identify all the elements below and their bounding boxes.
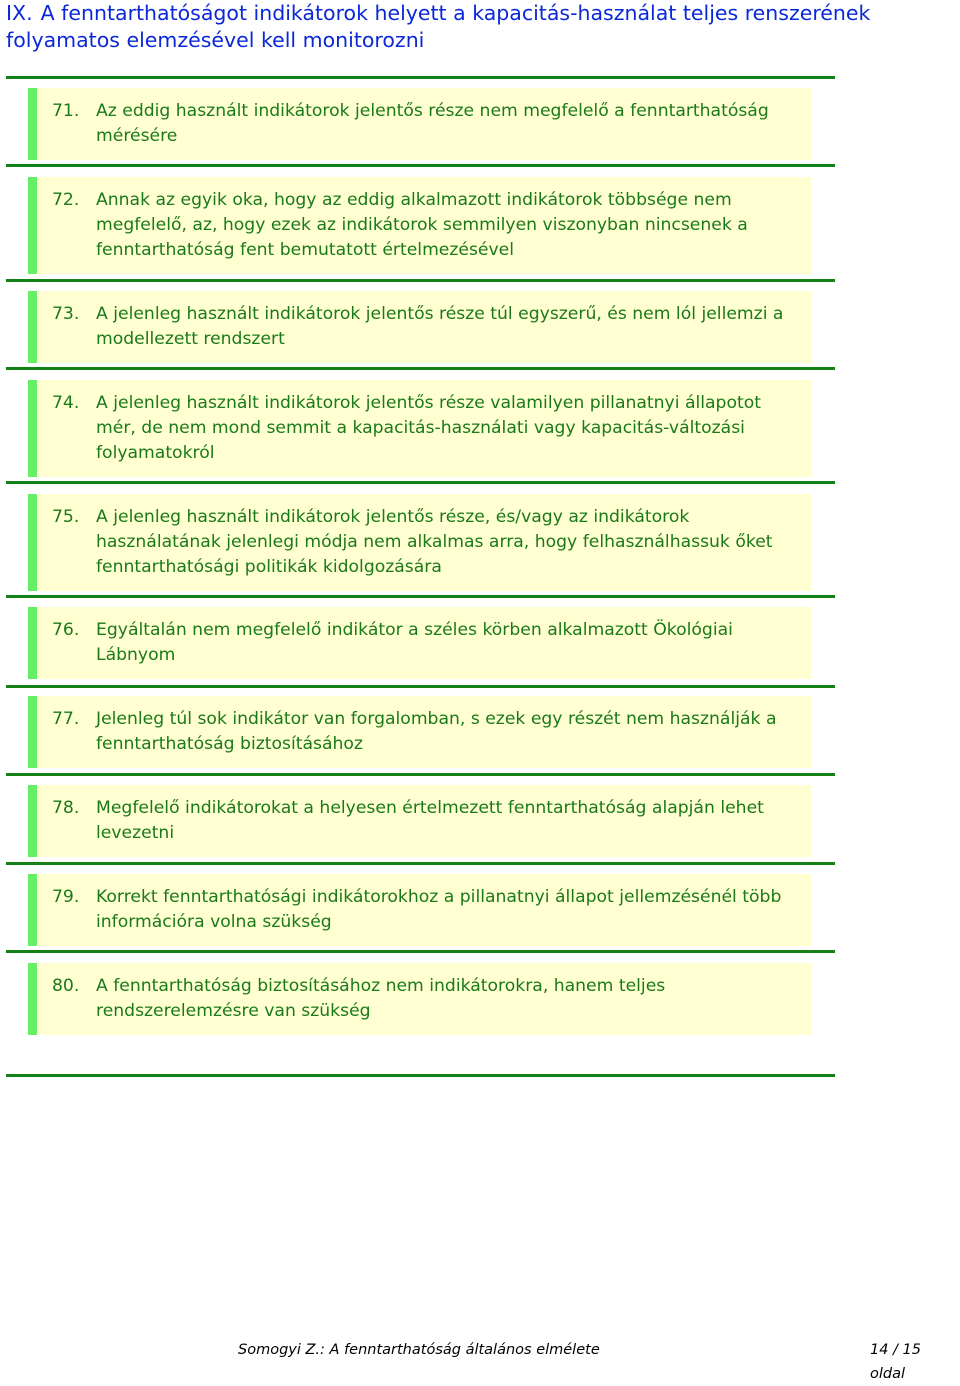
accent-bar (28, 963, 37, 1035)
divider-rule (6, 595, 835, 598)
section-title: A fenntarthatóságot indikátorok helyett a kapacitás-használat teljes renszerének folyamatos elemzésével kell monitorozni (6, 1, 871, 52)
thesis-item (28, 177, 811, 274)
accent-bar (28, 874, 37, 946)
thesis-text: Egyáltalán nem megfelelő indikátor a széles körben alkalmazott Ökológiai Lábnyom (96, 620, 733, 665)
section-heading (6, 0, 946, 54)
thesis-text: A jelenleg használt indikátorok jelentős része valamilyen pillanatnyi állapotot mér, de nem mond semmit a kapacitás-használati vagy kapacitás-változási folyamatokról (96, 393, 761, 463)
thesis-text: A jelenleg használt indikátorok jelentős része, és/vagy az indikátorok használatának jelenlegi módja nem alkalmas arra, hogy felhasználhassuk őket fenntarthatósági politikák kidolgozására (96, 507, 773, 577)
thesis-item (28, 963, 811, 1035)
thesis-number: 80. (52, 976, 80, 996)
thesis-item (28, 696, 811, 768)
thesis-number: 79. (52, 887, 80, 907)
thesis-text: Az eddig használt indikátorok jelentős része nem megfelelő a fenntarthatóság mérésére (96, 101, 769, 146)
accent-bar (28, 696, 37, 768)
thesis-number: 72. (52, 190, 80, 210)
thesis-text: Annak az egyik oka, hogy az eddig alkalmazott indikátorok többsége nem megfelelő, az, hogy ezek az indikátorok semmilyen viszonyban nincsenek a fenntarthatóság fent bemutatott értelmezésével (96, 190, 748, 260)
accent-bar (28, 177, 37, 274)
thesis-text: Jelenleg túl sok indikátor van forgalomban, s ezek egy részét nem használják a fenntarthatóság biztosításához (96, 709, 777, 754)
thesis-item (28, 494, 811, 591)
footer-source: Somogyi Z.: A fenntarthatóság általános elmélete (238, 1342, 600, 1358)
thesis-text: Megfelelő indikátorokat a helyesen értelmezett fenntarthatóság alapján lehet levezetni (96, 798, 764, 843)
thesis-text: Korrekt fenntarthatósági indikátorokhoz a pillanatnyi állapot jellemzésénél több információra volna szükség (96, 887, 782, 932)
divider-rule (6, 862, 835, 865)
accent-bar (28, 291, 37, 363)
accent-bar (28, 785, 37, 857)
divider-rule (6, 950, 835, 953)
divider-rule (6, 279, 835, 282)
thesis-item (28, 291, 811, 363)
thesis-number: 74. (52, 393, 80, 413)
divider-rule (6, 1074, 835, 1077)
divider-rule (6, 685, 835, 688)
divider-rule (6, 773, 835, 776)
thesis-number: 78. (52, 798, 80, 818)
thesis-number: 77. (52, 709, 80, 729)
divider-rule (6, 367, 835, 370)
thesis-text: A jelenleg használt indikátorok jelentős része túl egyszerű, és nem lól jellemzi a modellezett rendszert (96, 304, 784, 349)
accent-bar (28, 494, 37, 591)
thesis-text: A fenntarthatóság biztosításához nem indikátorokra, hanem teljes rendszerelemzésre van szükség (96, 976, 666, 1021)
divider-rule (6, 164, 835, 167)
thesis-number: 75. (52, 507, 80, 527)
thesis-item (28, 874, 811, 946)
accent-bar (28, 607, 37, 679)
thesis-number: 71. (52, 101, 80, 121)
thesis-item (28, 380, 811, 477)
divider-rule (6, 481, 835, 484)
section-number: IX. (6, 1, 33, 25)
divider-rule (6, 76, 835, 79)
thesis-item (28, 607, 811, 679)
thesis-item (28, 785, 811, 857)
footer-page-number: 14 / 15 oldal (870, 1342, 922, 1382)
thesis-number: 73. (52, 304, 80, 324)
thesis-item (28, 88, 811, 160)
thesis-number: 76. (52, 620, 80, 640)
accent-bar (28, 380, 37, 477)
accent-bar (28, 88, 37, 160)
